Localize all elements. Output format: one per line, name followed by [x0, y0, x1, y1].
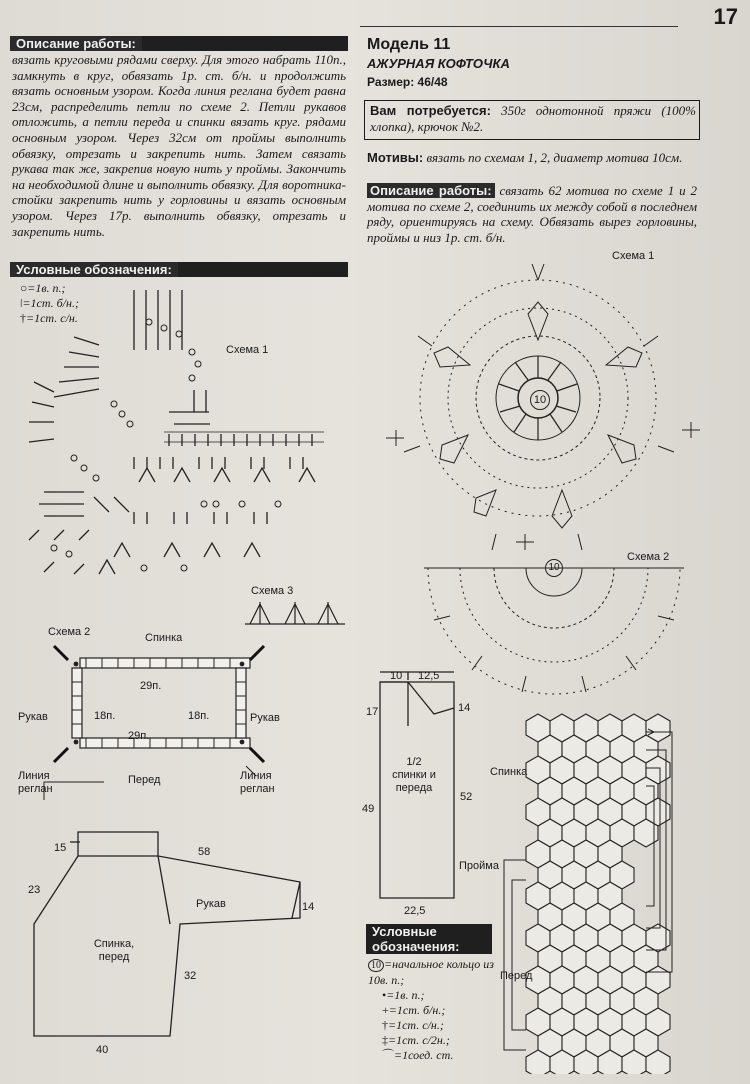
- model-number: Модель 11: [367, 36, 451, 53]
- pattern-body-length: 32: [184, 970, 197, 982]
- top-rule: [360, 26, 678, 27]
- scheme2-bottom-count: 29п.: [128, 730, 150, 742]
- left-scheme3-label: Схема 3: [251, 585, 294, 597]
- left-legend-heading: Условные обозначения:: [10, 262, 178, 277]
- legend-chain-stitch: ○=1в. п.;: [20, 281, 66, 295]
- motifs-text: вязать по схемам 1, 2, диаметр мотива 10см.: [426, 150, 683, 165]
- right-pattern-shoulder: 17: [366, 706, 379, 718]
- right-pattern-half: 1/2 спинки и переда: [392, 756, 436, 794]
- motif-center-ring: 10: [530, 390, 550, 410]
- scheme2-raglan-left: Линия реглан: [18, 770, 53, 795]
- right-pattern-bottom: 22,5: [404, 905, 426, 917]
- layout-armhole: Пройма: [459, 860, 499, 872]
- pattern-sleeve: Рукав: [196, 898, 226, 910]
- right-work-text: связать 62 мотива по схеме 1 и 2 мотива по схеме 2, соединить их между собой в последнем ряду, ориентируясь на схему. Обвязать вырез горловины, проймы и низ 1р. ст. б/н.: [367, 183, 698, 245]
- legend-slip: ⌒=1соед. ст.: [382, 1048, 454, 1062]
- right-pattern-left-length: 49: [362, 803, 375, 815]
- materials: [370, 103, 696, 134]
- motifs-label: Мотивы:: [367, 150, 424, 165]
- model-name: АЖУРНАЯ КОФТОЧКА: [367, 56, 510, 71]
- scheme2-front: Перед: [128, 774, 161, 786]
- legend-double-crochet: †=1ст. с/н.: [20, 311, 78, 325]
- motifs: [367, 150, 697, 166]
- motif2-center-ring: [545, 559, 563, 577]
- scheme2-top: Спинка: [145, 632, 183, 644]
- scheme2-right-side: Рукав: [250, 712, 280, 724]
- scheme2-left-side: Рукав: [18, 711, 48, 723]
- motif2-center-ring-label: 10: [548, 562, 560, 573]
- right-pattern-top-right: 12,5: [418, 670, 440, 682]
- legend-sc: +=1ст. б/н.;: [382, 1003, 446, 1017]
- page-number: 17: [713, 4, 738, 29]
- pattern-raglan: 23: [28, 884, 41, 896]
- scheme2-top-count: 29п.: [140, 680, 162, 692]
- scheme2-left-count: 18п.: [94, 710, 116, 722]
- scheme2-right-count: 18п.: [188, 710, 210, 722]
- layout-front: Перед: [500, 970, 533, 982]
- model-size: Размер: 46/48: [367, 75, 448, 89]
- layout-back: Спинка: [490, 766, 528, 778]
- pattern-collar: 15: [54, 842, 67, 854]
- pattern-sleeve-width: 14: [302, 901, 315, 913]
- right-legend-heading: Условные обозначения:: [372, 924, 460, 954]
- motif-scheme1-label: Схема 1: [612, 250, 655, 262]
- left-work-text: вязать круговыми рядами сверху. Для этого набрать 110п., замкнуть в круг, обвязать 1р. ст. б/н. и продолжить вязать основным узором. Когда линия реглана будет равна 23см, распределить петли по схеме 2. Петли рукавов отложить, а петли переда и спинки вязать круг. рядами основным узором. Через 32см от проймы выполнить обвязку, отрезать и закрепить нить. Затем связать рукава так же, закрепив новую нить у проймы. Закончить на необходимой длине и выполнить обвязку. Для воротника-стойки закрепить нить у горловины и вязать основным узором. Через 17р. выполнить обвязку, отрезать и закрепить нить.: [12, 52, 346, 239]
- hexagon-motif-layout: [496, 710, 676, 1074]
- left-crochet-chart-scheme1: [14, 282, 350, 598]
- legend-dc: †=1ст. с/н.;: [382, 1018, 444, 1032]
- left-garment-pattern: [20, 826, 330, 1056]
- scheme2-raglan-right: Линия реглан: [240, 770, 275, 795]
- legend-chain: •=1в. п.;: [382, 988, 425, 1002]
- right-pattern-right-top: 14: [458, 702, 471, 714]
- left-scheme1-label: Схема 1: [226, 344, 269, 356]
- right-work-heading: Описание работы:: [367, 183, 495, 198]
- left-yoke-scheme2: [14, 626, 350, 800]
- legend-starting-ring: 10 =начальное кольцо из 10в. п.;: [368, 957, 494, 987]
- right-legend: [368, 957, 498, 1063]
- pattern-sleeve-length: 58: [198, 846, 211, 858]
- materials-label: Вам потребуется:: [370, 103, 491, 118]
- materials-text: 350г однотонной пряжи (100% хлопка), крючок №2.: [370, 103, 697, 134]
- legend-single-crochet: ǀ=1ст. б/н.;: [20, 296, 79, 310]
- left-work-heading: Описание работы:: [10, 36, 142, 51]
- legend-tr: ‡=1ст. с/2н.;: [382, 1033, 450, 1047]
- right-pattern-right-length: 52: [460, 791, 473, 803]
- right-work: [367, 183, 697, 245]
- pattern-body: Спинка, перед: [93, 938, 135, 963]
- scheme2-label: Схема 2: [48, 626, 91, 638]
- motif-scheme2-label: Схема 2: [627, 551, 670, 563]
- pattern-width: 40: [96, 1044, 109, 1056]
- right-pattern-top-left: 10: [390, 670, 403, 682]
- left-crochet-chart-scheme3: [240, 596, 350, 628]
